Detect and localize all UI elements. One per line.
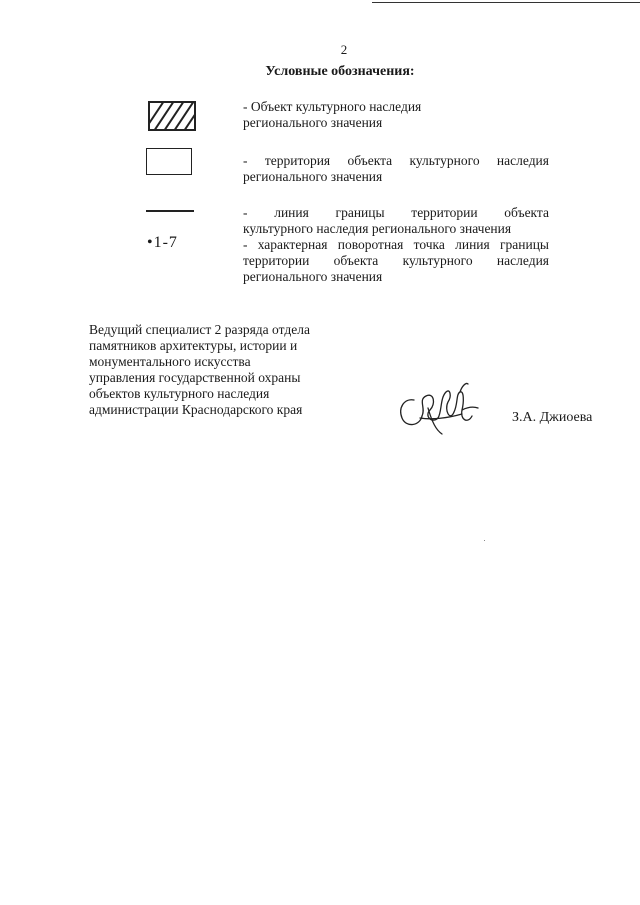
turning-point-label: •1-7 (147, 234, 178, 251)
legend-text-line: регионального значения (243, 115, 383, 130)
position-line: администрации Краснодарского края (89, 402, 303, 417)
legend-item-turning-point (243, 237, 549, 285)
legend-text-line: культурного наследия регионального значения (243, 221, 512, 236)
legend-text-line: регионального значения (243, 169, 383, 184)
scan-edge-line (372, 2, 640, 3)
legend-text-line: - территория объекта культурного наследия (243, 153, 549, 168)
legend-text-line: территории объекта культурного наследия (243, 253, 549, 268)
legend-item-heritage-object (243, 99, 549, 131)
position-line: памятников архитектуры, истории и (89, 338, 298, 353)
legend-text-line: - Объект культурного наследия (243, 99, 422, 114)
signatory-position (89, 322, 359, 418)
signer-name: З.А. Джиоева (512, 410, 593, 425)
position-line: управления государственной охраны (89, 370, 301, 385)
hatched-rectangle-icon (148, 101, 196, 131)
legend-text-line: - линия границы территории объекта (243, 205, 549, 220)
legend-title: Условные обозначения: (265, 64, 415, 79)
handwritten-signature (392, 378, 484, 438)
position-line: Ведущий специалист 2 разряда отдела (89, 322, 310, 337)
position-line: монументального искусства (89, 354, 251, 369)
legend-item-heritage-territory (243, 153, 549, 185)
legend-text-line: регионального значения (243, 269, 383, 284)
page-number: 2 (340, 42, 348, 57)
scan-speck (484, 540, 485, 541)
legend-item-boundary-line (243, 205, 549, 237)
position-line: объектов культурного наследия (89, 386, 270, 401)
legend-text-line: - характерная поворотная точка линия границы (243, 237, 549, 252)
boundary-line-icon (146, 210, 194, 212)
empty-rectangle-icon (146, 148, 192, 175)
